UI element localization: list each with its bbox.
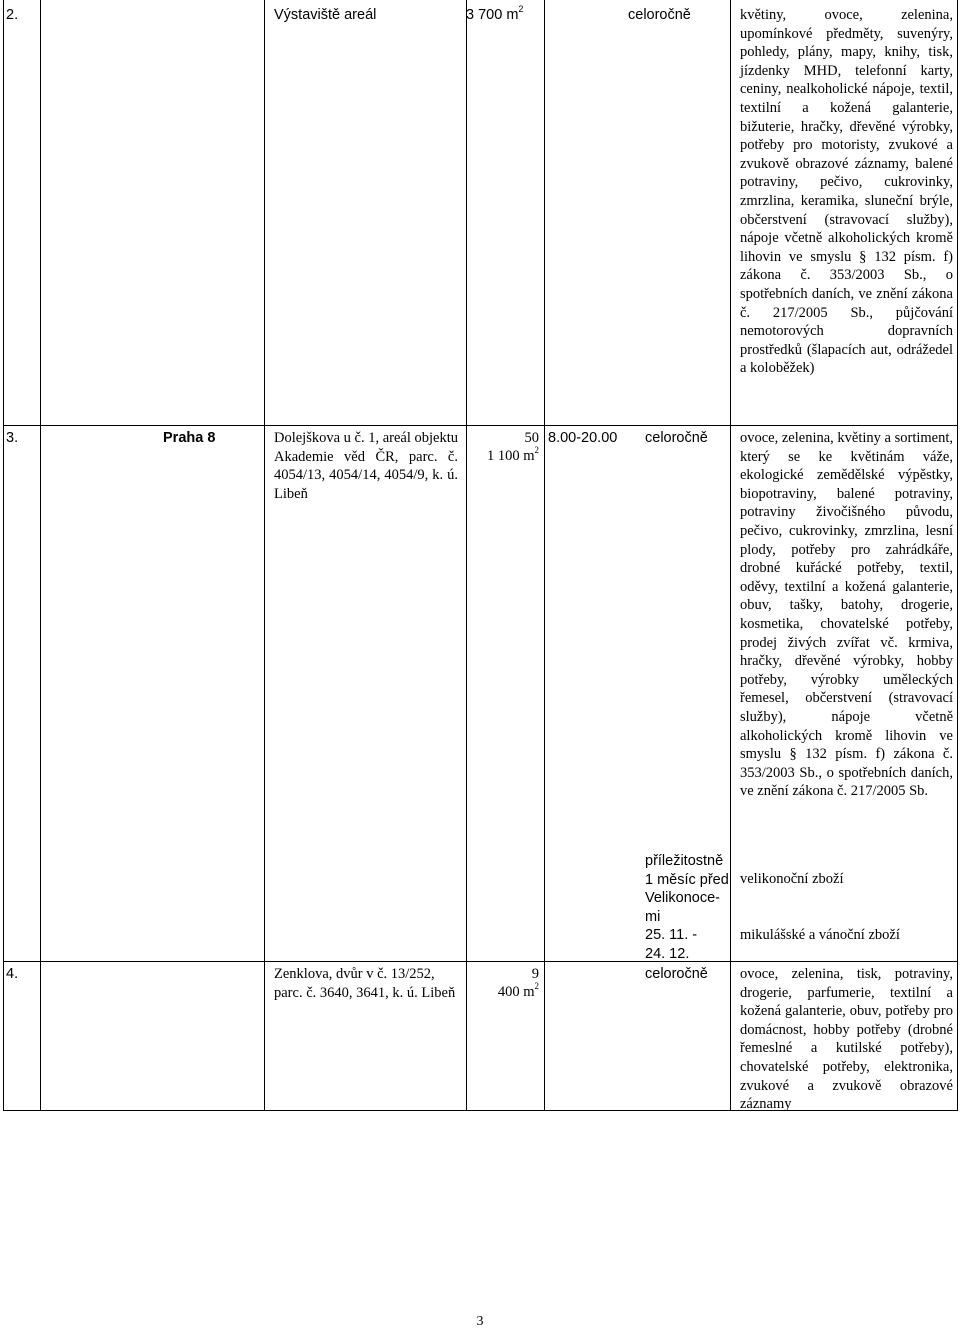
row-2-goods: květiny, ovoce, zelenina, upomínkové předměty, suvenýry, pohledy, plány, mapy, knihy, tisk, jízdenky MHD, telefonní karty, ceniny, nealkoholické nápoje, textil, textilní a kožená galanterie, bižuterie, hračky, dřevěné výrobky, potřeby pro motoristy, zvukové a zvukově obrazové záznamy, balené potraviny, pečivo, cukrovinky, zmrzlina, keramika, sluneční brýle, občerstvení (stravovací služby), nápoje včetně alkoholických kromě lihovin ve smyslu § 132 písm. f) zákona č. 353/2003 Sb., o spotřebních daních, ve znění zákona č. 217/2005 Sb., půjčování nemotorových dopravních prostředků (šlapacích aut, odrážedel a koloběžek) bbox=[740, 7, 953, 377]
row-2-period: celoročně bbox=[628, 7, 691, 23]
row-divider bbox=[3, 425, 957, 426]
page-number: 3 bbox=[476, 1314, 484, 1329]
row-3-occasional-period: příležitostně 1 měsíc před Velikonoce- mi bbox=[645, 853, 729, 925]
column-divider bbox=[466, 0, 467, 1110]
row-3-period: celoročně bbox=[645, 430, 708, 446]
row-divider bbox=[3, 961, 957, 962]
row-2-location: Výstaviště areál bbox=[274, 7, 377, 23]
row-4-period: celoročně bbox=[645, 966, 708, 982]
row-3-occasional-goods: velikonoční zboží bbox=[740, 871, 844, 887]
row-4-number: 4. bbox=[6, 966, 19, 982]
column-divider bbox=[730, 0, 731, 1110]
row-3-district: Praha 8 bbox=[163, 430, 216, 446]
row-4-area: 400 $m^2$ bbox=[497, 981, 539, 1000]
row-3-number: 3. bbox=[6, 430, 19, 446]
row-4-location: Zenklova, dvůr v č. 13/252, parc. č. 3640, 3641, k. ú. Libeň bbox=[274, 966, 456, 1001]
row-4-stalls: 9 bbox=[531, 966, 539, 982]
row-2-number: 2. bbox=[6, 7, 19, 23]
column-divider bbox=[40, 0, 41, 1110]
row-2-area: 3 700 $m^2$ bbox=[466, 4, 524, 23]
row-3-location: Dolejškova u č. 1, areál objektu Akademie věd ČR, parc. č. 4054/13, 4054/14, 4054/9, k. ú. Libeň bbox=[274, 430, 459, 502]
column-divider bbox=[264, 0, 265, 1110]
row-3-area: 1 100 $m^2$ bbox=[486, 445, 539, 464]
column-divider bbox=[544, 0, 545, 1110]
row-3-stalls: 50 bbox=[524, 430, 539, 446]
row-3-advent-goods: mikulášské a vánoční zboží bbox=[740, 927, 900, 943]
row-3-advent-period: 25. 11. - 24. 12. bbox=[645, 927, 698, 962]
row-4-goods: ovoce, zelenina, tisk, potraviny, drogerie, parfumerie, textilní a kožená galanterie, obuv, potřeby pro domácnost, hobby potřeby (drobné řemeslné a kutilské potřeby), chovatelské potřeby, elektronika, zvukové a zvukově obrazové záznamy bbox=[740, 966, 953, 1113]
row-3-goods: ovoce, zelenina, květiny a sortiment, který se ke květinám váže, ekologické zemědělské výpěstky, biopotraviny, balené potraviny, potraviny živočišného původu, pečivo, cukrovinky, zmrzlina, lesní plody, potřeby pro zahrádkáře, drobné kuřácké potřeby, textil, oděvy, textilní a kožená galanterie, obuv, tašky, batohy, drogerie, kosmetika, chovatelské potřeby, prodej živých zvířat vč. krmiva, hračky, dřevěné výrobky, hobby potřeby, výrobky uměleckých řemesel, občerstvení (stravovací služby), nápoje včetně alkoholických kromě lihovin ve smyslu § 132 písm. f) zákona č. 353/2003 Sb., o spotřebních daních, ve znění zákona č. 217/2005 Sb. bbox=[740, 430, 953, 800]
row-3-hours: 8.00-20.00 bbox=[548, 430, 618, 446]
